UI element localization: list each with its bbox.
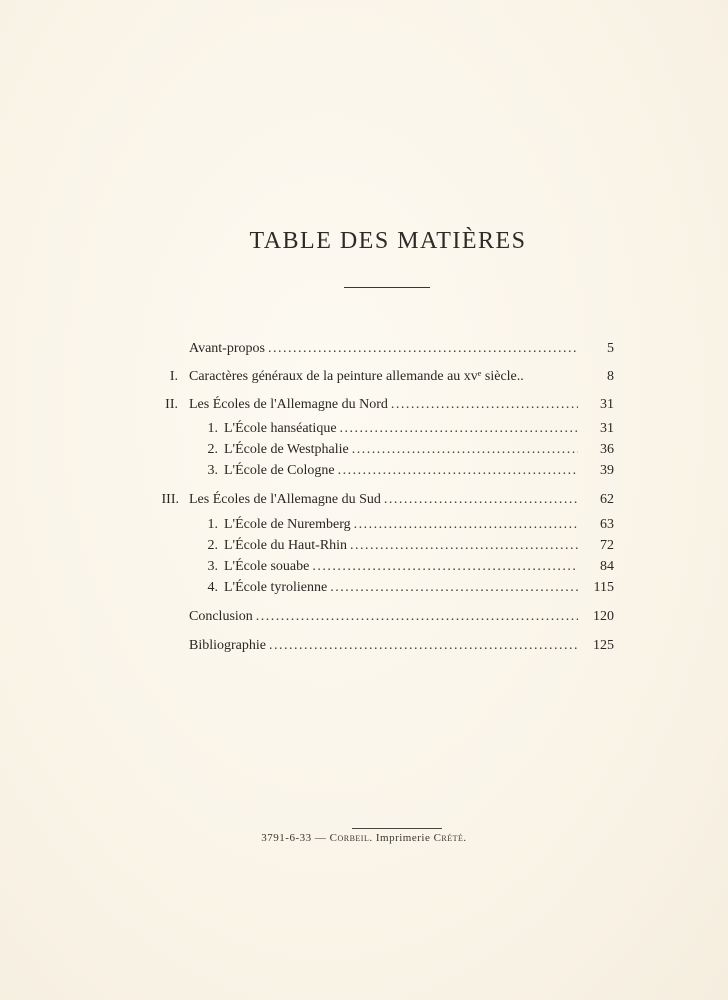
toc-entry-number: 1.: [207, 421, 218, 436]
toc-entry-page: 31: [600, 421, 614, 436]
toc-entry-label: Caractères généraux de la peinture allemande au xvᵉ siècle..: [189, 369, 524, 384]
toc-entry-label-wrap: [189, 366, 580, 388]
toc-entry-label-wrap: [224, 439, 578, 461]
toc-entry-number: II.: [165, 397, 178, 412]
imprint-printer: Imprimerie: [375, 832, 431, 844]
toc-entry-label: Les Écoles de l'Allemagne du Nord: [189, 397, 388, 412]
toc-leader-dots: [312, 556, 578, 578]
toc-entry-label: L'École hanséatique: [224, 421, 337, 436]
toc-entry-label-wrap: [189, 338, 578, 360]
toc-entry-label-wrap: [189, 489, 578, 511]
toc-entry-page: 84: [600, 559, 614, 574]
toc-entry-number: 4.: [207, 580, 218, 595]
imprint-place: Corbeil.: [329, 832, 373, 844]
toc-leader-dots: [330, 577, 578, 599]
title-divider: [344, 287, 430, 288]
toc-entry: [0, 338, 728, 360]
toc-leader-dots: [352, 439, 578, 461]
toc-leader-dots: [340, 418, 578, 440]
toc-entry-label-wrap: [189, 635, 578, 657]
toc-entry: [0, 439, 728, 461]
toc-leader-dots: [269, 635, 578, 657]
toc-entry: [0, 635, 728, 657]
toc-entry: [0, 606, 728, 628]
toc-leader-dots: [391, 394, 578, 416]
toc-entry-label: L'École tyrolienne: [224, 580, 328, 595]
toc-entry-page: 72: [600, 538, 614, 553]
toc-entry: [0, 514, 728, 536]
toc-leader-dots: [338, 460, 578, 482]
toc-entry-label-wrap: [224, 556, 578, 578]
toc-entry-number: I.: [169, 369, 178, 384]
toc-entry-number: 1.: [207, 517, 218, 532]
toc-leader-dots: [256, 606, 578, 628]
printer-imprint: [0, 832, 728, 844]
toc-leader-dots: [384, 489, 578, 511]
toc-entry: [0, 577, 728, 599]
toc-leader-dots: [354, 514, 578, 536]
toc-entry: [0, 418, 728, 440]
toc-leader-dots: [268, 338, 578, 360]
toc-entry-label: Bibliographie: [189, 638, 266, 653]
toc-entry-label-wrap: [224, 460, 578, 482]
toc-entry-label-wrap: [224, 577, 578, 599]
toc-entry-number: 2.: [207, 442, 218, 457]
toc-leader-dots: [350, 535, 578, 557]
toc-entry-page: 39: [600, 463, 614, 478]
toc-entry-label-wrap: [189, 606, 578, 628]
toc-entry: [0, 556, 728, 578]
toc-entry-number: 2.: [207, 538, 218, 553]
toc-entry: [0, 366, 728, 388]
toc-entry-label-wrap: [189, 394, 578, 416]
toc-entry: [0, 394, 728, 416]
toc-entry-page: 125: [593, 638, 614, 653]
toc-entry-page: 63: [600, 517, 614, 532]
toc-entry-label-wrap: [224, 514, 578, 536]
toc-entry-label-wrap: [224, 418, 578, 440]
toc-entry-label: L'École souabe: [224, 559, 310, 574]
toc-entry-page: 120: [593, 609, 614, 624]
toc-entry-page: 31: [600, 397, 614, 412]
imprint-dash: —: [314, 832, 327, 844]
toc-entry-label-wrap: [224, 535, 578, 557]
toc-entry: [0, 460, 728, 482]
toc-entry-label: L'École du Haut-Rhin: [224, 538, 348, 553]
toc-entry-number: III.: [161, 492, 179, 507]
toc-entry-page: 36: [600, 442, 614, 457]
toc-entry-number: 3.: [207, 463, 218, 478]
toc-entry-label: Conclusion: [189, 609, 253, 624]
toc-entry-label: L'École de Nuremberg: [224, 517, 351, 532]
toc-entry-label: Avant-propos: [189, 341, 265, 356]
toc-entry-number: 3.: [207, 559, 218, 574]
toc-entry: [0, 535, 728, 557]
toc-entry-label: L'École de Cologne: [224, 463, 335, 478]
toc-entry-page: 8: [607, 369, 614, 384]
toc-entry-page: 5: [607, 341, 614, 356]
toc-entry-page: 62: [600, 492, 614, 507]
imprint-code: 3791-6-33: [261, 832, 312, 844]
page-title: TABLE DES MATIÈRES: [249, 228, 527, 254]
imprint-printer-name: Crété.: [433, 832, 467, 844]
toc-entry: [0, 489, 728, 511]
footer-divider: [352, 828, 442, 829]
toc-entry-label: Les Écoles de l'Allemagne du Sud: [189, 492, 381, 507]
toc-entry-label: L'École de Westphalie: [224, 442, 349, 457]
toc-entry-page: 115: [593, 580, 614, 595]
